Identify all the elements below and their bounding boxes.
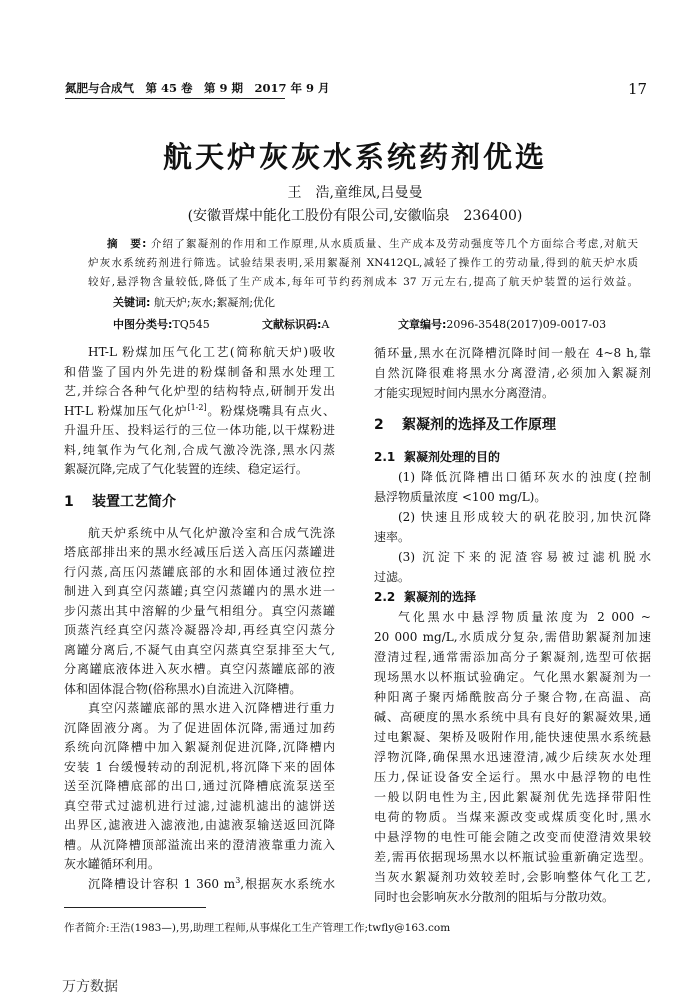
text-line: 真空闪蒸罐底部的黑水进入沉降槽进行重力 xyxy=(88,701,335,715)
text-line: 灰水罐循环利用。 xyxy=(64,857,161,871)
text-line: 速率。 xyxy=(374,530,411,544)
section-title: 絮凝剂的选择 xyxy=(404,590,477,604)
text-line: 料,纯氧作为气化剂,合成气激冷洗涤,黑水闪蒸 xyxy=(64,442,335,457)
abstract-label: 摘 要: xyxy=(107,238,147,250)
running-header: 氮肥与合成气 第 45 卷 第 9 期 2017 年 9 月 xyxy=(65,80,285,99)
document-code xyxy=(262,316,329,332)
section-number: 2 xyxy=(374,417,384,433)
text-line: 分离罐底液体进入灰水槽。真空闪蒸罐底部的液 xyxy=(64,662,335,676)
keywords-value: 航天炉;灰水;絮凝剂;优化 xyxy=(153,296,276,309)
text-line: 絮凝沉降,完成了气化装置的连续、稳定运行。 xyxy=(64,462,308,476)
text-line: 离罐分离后,不凝气由真空闪蒸真空泵排至大气, xyxy=(64,642,335,657)
authors: 王 浩,童维凤,吕曼曼 xyxy=(287,185,423,201)
section-number: 2.1 xyxy=(374,450,396,464)
text-line: 艺,并综合各种气化炉型的结构特点,研制开发出 xyxy=(64,384,335,398)
abstract-line: 较好,悬浮物含量较低,降低了生产成本,每年可节约药剂成本 37 万元左右,提高了航天炉装置的运行效益。 xyxy=(88,276,638,288)
text-line: 浮物沉降,确保黑水迅速澄清,减少后续灰水处理 xyxy=(374,750,651,764)
text: ,根据灰水系统水 xyxy=(240,876,335,891)
text-line: (2) 快速且形成较大的矾花胶羽,加快沉降 xyxy=(398,510,651,524)
text-line: 压力,保证设备安全运行。黑水中悬浮物的电性 xyxy=(374,770,651,784)
clc-number xyxy=(113,316,210,332)
text-line: 一般以阴电性为主,因此絮凝剂优先选择带阳性 xyxy=(374,790,651,804)
article-label: 文章编号: xyxy=(398,318,447,331)
text-line: 才能实现短时间内黑水分离澄清。 xyxy=(374,386,555,400)
text-line: 气化黑水中悬浮物质量浓度为 2 000 ~ xyxy=(398,610,651,624)
section-heading xyxy=(64,480,335,524)
abstract-text: 介绍了絮凝剂的作用和工作原理,从水质质量、生产成本及劳动强度等几个方面综合考虑,对航天 xyxy=(150,238,638,250)
text-line: 航天炉系统中从气化炉激冷室和合成气洗涤 xyxy=(88,525,335,540)
section-title: 絮凝剂处理的目的 xyxy=(404,450,501,464)
right-column xyxy=(374,343,651,907)
text-line: 澄清过程,通常需添加高分子絮凝剂,选型可依据 xyxy=(374,650,651,664)
text-line xyxy=(64,875,335,895)
text-line: 同时也会影响灰水分散剂的阻垢与分散功效。 xyxy=(374,890,615,904)
section-title: 装置工艺简介 xyxy=(92,493,176,510)
superscript: [1-2] xyxy=(187,402,207,412)
text-line: 送至沉降槽底部的出口,通过沉降槽底流泵送至 xyxy=(64,779,335,793)
clc-label: 中图分类号: xyxy=(113,318,173,331)
abstract-line xyxy=(88,235,638,254)
text-line: 过滤。 xyxy=(374,570,411,584)
watermark: 万方数据 xyxy=(62,979,118,995)
text-line: 安装 1 台缓慢转动的刮泥机,将沉降下来的固体 xyxy=(64,759,335,774)
paper-title: 航天炉灰灰水系统药剂优选 xyxy=(162,140,547,174)
keywords-label: 关键词: xyxy=(113,296,151,309)
text-line: 中悬浮物的电性可能会随之改变而使澄清效果较 xyxy=(374,830,651,844)
text-line: 20 000 mg/L,水质成分复杂,需借助絮凝剂加速 xyxy=(374,630,651,644)
section-number: 1 xyxy=(64,493,74,510)
keywords xyxy=(113,294,275,310)
text-line: 顶蒸汽经真空闪蒸冷凝器冷却,再经真空闪蒸分 xyxy=(64,623,335,637)
text-line: 现场黑水以杯瓶试验确定。气化黑水絮凝剂为一 xyxy=(374,670,651,684)
section-heading xyxy=(374,403,651,447)
text-line: 步闪蒸出其中溶解的少量气相组分。真空闪蒸罐 xyxy=(64,603,335,618)
section-heading xyxy=(374,587,651,607)
article-number xyxy=(398,316,606,332)
text-line: 出界区,滤液进入滤液池,由滤液泵输送返回沉降 xyxy=(64,818,335,832)
text-line: 槽。从沉降槽顶部溢流出来的澄清液靠重力流入 xyxy=(64,837,335,852)
text-line xyxy=(64,402,335,422)
text-line: 碱、高硬度的黑水系统中具有良好的絮凝效果,通 xyxy=(374,710,651,724)
abstract xyxy=(88,235,638,292)
text-line: 系统向沉降槽中加入絮凝剂促进沉降,沉降槽内 xyxy=(64,740,335,754)
text-line: 和借鉴了国内外先进的粉煤制备和黑水处理工 xyxy=(64,364,335,379)
section-heading xyxy=(374,447,651,467)
text-line: 循环量,黑水在沉降槽沉降时间一般在 4~8 h,靠 xyxy=(374,346,651,360)
author-footnote: 作者简介:王浩(1983—),男,助理工程师,从事煤化工生产管理工作;twfly@163.com xyxy=(64,922,451,934)
text-line: 过电絮凝、架桥及吸附作用,能快速使黑水系统悬 xyxy=(374,730,651,744)
affiliation: (安徽晋煤中能化工股份有限公司,安徽临泉 236400) xyxy=(187,208,523,224)
abstract-line: 炉灰水系统药剂进行筛选。试验结果表明,采用絮凝剂 XN412QL,减轻了操作工的劳动量,得到的航天炉水质 xyxy=(88,257,638,269)
text-line: 体和固体混合物(俗称黑水)自流进入沉降槽。 xyxy=(64,681,302,696)
text-line: 沉降固液分离。为了促进固体沉降,需通过加药 xyxy=(64,720,335,735)
text-line: 制进入到真空闪蒸罐;真空闪蒸罐内的黑水进一 xyxy=(64,584,335,598)
doc-label: 文献标识码: xyxy=(262,318,322,331)
text-line: 电荷的物质。当煤来源改变或煤质变化时,黑水 xyxy=(374,810,651,824)
text: HT-L 粉煤加压气化炉 xyxy=(64,403,188,418)
clc-value: TQ545 xyxy=(172,318,210,331)
left-column xyxy=(64,343,335,894)
text: 沉降槽设计容积 1 360 m xyxy=(88,876,236,891)
article-value: 2096-3548(2017)09-0017-03 xyxy=(446,318,607,331)
text-line: 真空带式过滤机进行过滤,过滤机滤出的滤饼送 xyxy=(64,798,335,813)
text-line: 塔底部排出来的黑水经减压后送入高压闪蒸罐进 xyxy=(64,545,335,559)
text-line: (3) 沉淀下来的泥渣容易被过滤机脱水 xyxy=(398,550,651,564)
page-number: 17 xyxy=(628,80,648,98)
text-line: 升温升压、投料运行的三位一体功能,以干煤粉进 xyxy=(64,423,335,437)
superscript: 3 xyxy=(235,875,241,885)
doc-value: A xyxy=(321,318,330,331)
text: 。粉煤烧嘴具有点火、 xyxy=(206,403,335,418)
section-title: 絮凝剂的选择及工作原理 xyxy=(402,417,556,433)
text-line: (1) 降低沉降槽出口循环灰水的浊度(控制 xyxy=(398,470,651,484)
text-line: 差,需再依据现场黑水以杯瓶试验重新确定选型。 xyxy=(374,850,651,864)
text-line: 自然沉降很难将黑水分离澄清,必须加入絮凝剂 xyxy=(374,366,651,380)
text-line: 悬浮物质量浓度 <100 mg/L)。 xyxy=(374,490,547,504)
text-line: 行闪蒸,高压闪蒸罐底部的水和固体通过液位控 xyxy=(64,564,335,579)
footnote-divider xyxy=(64,907,206,908)
text-line: 当灰水絮凝剂功效较差时,会影响整体气化工艺, xyxy=(374,870,651,884)
text-line: HT-L 粉煤加压气化工艺(简称航天炉)吸收 xyxy=(88,345,335,359)
section-number: 2.2 xyxy=(374,590,396,604)
text-line: 种阳离子聚丙烯酰胺高分子聚合物,在高温、高 xyxy=(374,690,651,704)
